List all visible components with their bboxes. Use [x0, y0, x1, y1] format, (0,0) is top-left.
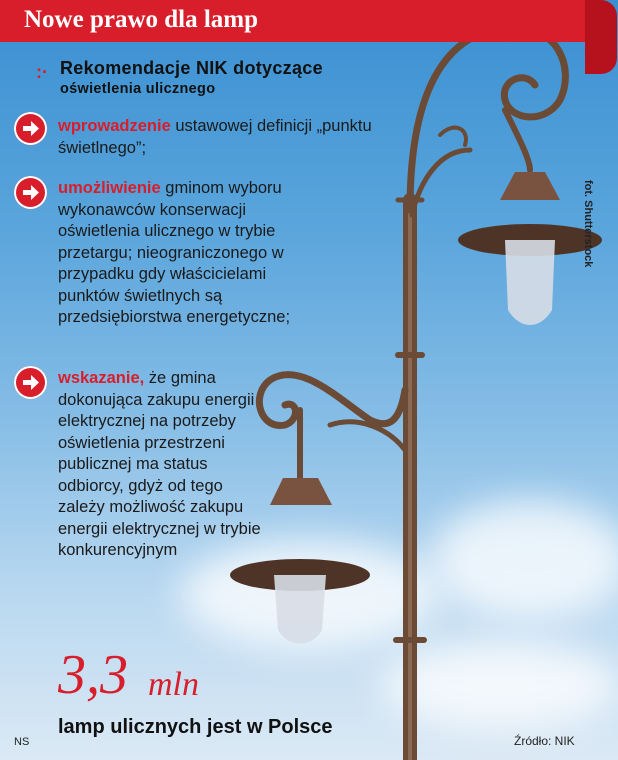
list-item-text: [58, 116, 378, 159]
photo-credit: fot. Shutterstock: [582, 180, 594, 268]
list-item-body: że gmina dokonująca zakupu energii elektrycznej na potrzeby oświetlenia przestrzeni publicznej ma status odbiorcy, gdyż od tego zależy możliwość zakupu energii elektrycznej w trybie konkurencyjnym: [58, 369, 261, 559]
stat-value: 3,3: [58, 644, 128, 706]
section-heading-line1: Rekomendacje NIK dotyczące: [60, 58, 323, 78]
list-item-keyword: wprowadzenie: [58, 117, 171, 135]
stat-unit: mln: [148, 666, 199, 703]
arrow-right-circle-icon: [14, 112, 47, 145]
author-initials: NS: [14, 736, 30, 748]
list-item: [58, 368, 273, 562]
banner-curl: [585, 0, 617, 74]
list-item-keyword: wskazanie,: [58, 369, 145, 387]
list-item-body: ustawowej definicji „punktu świetlnego”;: [58, 117, 372, 157]
list-item-text: [58, 368, 273, 562]
section-heading-line2: oświetlenia ulicznego: [60, 81, 216, 97]
section-heading: [60, 58, 323, 97]
stat-caption: lamp ulicznych jest w Polsce: [58, 716, 333, 738]
list-item-body: gminom wyboru wykonawców konserwacji oświetlenia ulicznego w trybie przetargu; nieograniczonego w przypadku gdy właścicielami punktów świetlnych są przedsiębiorstwa energetyczne;: [58, 179, 291, 326]
source-note: Źródło: NIK: [514, 734, 575, 748]
list-item: [58, 178, 328, 329]
list-item: [58, 116, 378, 159]
arrow-right-circle-icon: [14, 366, 47, 399]
arrow-right-circle-icon: [14, 176, 47, 209]
page-title: Nowe prawo dla lamp: [24, 6, 259, 33]
heading-marker: :·: [36, 62, 48, 82]
list-item-text: [58, 178, 328, 329]
list-item-keyword: umożliwienie: [58, 179, 161, 197]
